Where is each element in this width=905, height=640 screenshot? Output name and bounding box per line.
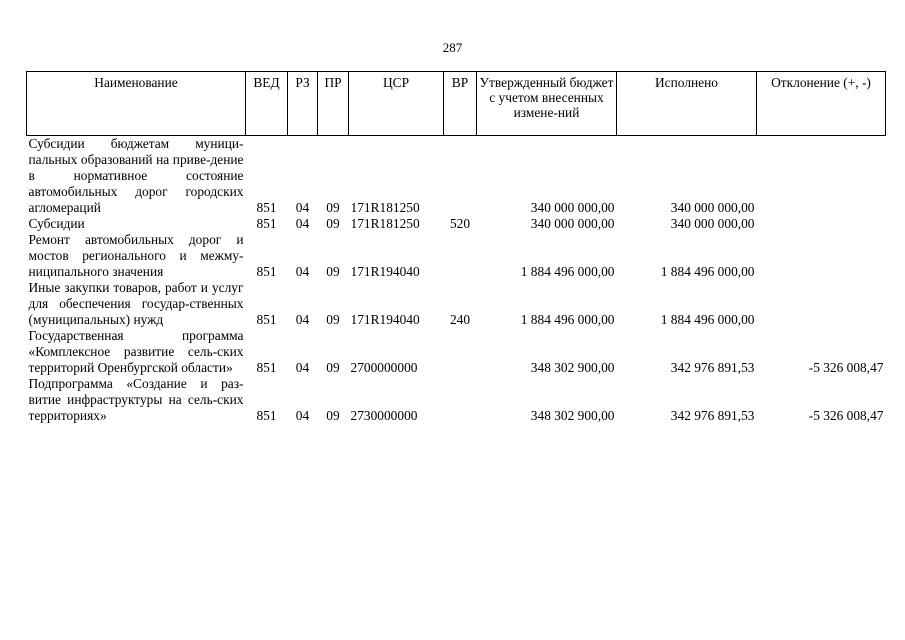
header-ved: ВЕД — [246, 72, 288, 136]
table-row — [27, 376, 886, 424]
row-pr: 09 — [326, 264, 340, 279]
row-vr — [444, 328, 477, 376]
header-csr: ЦСР — [349, 72, 444, 136]
row-ved: 851 — [256, 200, 277, 215]
row-rz: 04 — [295, 200, 310, 215]
row-approved: 1 884 496 000,00 — [520, 312, 615, 327]
row-rz: 04 — [295, 408, 310, 423]
budget-table — [26, 71, 886, 424]
table-row — [27, 328, 886, 376]
row-vr: 520 — [449, 216, 471, 231]
row-vr — [444, 136, 477, 217]
header-executed: Исполнено — [617, 72, 757, 136]
row-approved: 348 302 900,00 — [530, 360, 615, 375]
row-csr: 171R181250 — [350, 216, 420, 231]
row-approved: 1 884 496 000,00 — [520, 264, 615, 279]
row-vr: 240 — [449, 312, 471, 327]
row-name: Подпрограмма «Создание и раз-витие инфраструктуры на сель-ских территориях» — [28, 376, 244, 423]
page-number: 287 — [442, 40, 463, 55]
table-row — [27, 280, 886, 328]
header-name: Наименование — [27, 72, 246, 136]
table-body — [27, 136, 886, 425]
header-pr: ПР — [318, 72, 349, 136]
row-csr: 171R194040 — [350, 312, 420, 327]
header-deviation: Отклонение (+, -) — [757, 72, 886, 136]
row-pr: 09 — [326, 200, 340, 215]
row-ved: 851 — [256, 408, 277, 423]
row-rz: 04 — [295, 216, 310, 231]
row-ved: 851 — [256, 264, 277, 279]
row-csr: 171R181250 — [350, 200, 420, 215]
row-csr: 2700000000 — [350, 360, 418, 375]
row-executed: 1 884 496 000,00 — [660, 312, 755, 327]
row-rz: 04 — [295, 360, 310, 375]
row-executed: 340 000 000,00 — [670, 216, 755, 231]
header-approved: Утвержденный бюджет с учетом внесенных измене-ний — [477, 72, 617, 136]
row-csr: 2730000000 — [350, 408, 418, 423]
table-row — [27, 216, 886, 232]
row-deviation — [757, 216, 886, 232]
row-deviation — [757, 136, 886, 217]
row-vr — [444, 376, 477, 424]
row-deviation — [757, 232, 886, 280]
row-rz: 04 — [295, 312, 310, 327]
row-name: Иные закупки товаров, работ и услуг для обеспечения государ-ственных (муниципальных) нужд — [28, 280, 244, 327]
row-executed: 342 976 891,53 — [670, 408, 755, 423]
header-rz: РЗ — [288, 72, 318, 136]
row-ved: 851 — [256, 312, 277, 327]
row-deviation — [757, 280, 886, 328]
row-executed: 342 976 891,53 — [670, 360, 755, 375]
table-header — [27, 72, 886, 136]
row-name: Ремонт автомобильных дорог и мостов регионального и межму-ниципального значения — [28, 232, 244, 279]
row-deviation: -5 326 008,47 — [808, 360, 884, 375]
row-pr: 09 — [326, 408, 340, 423]
header-vr: ВР — [444, 72, 477, 136]
row-deviation: -5 326 008,47 — [808, 408, 884, 423]
row-vr — [444, 232, 477, 280]
row-approved: 348 302 900,00 — [530, 408, 615, 423]
row-pr: 09 — [326, 216, 340, 231]
row-executed: 340 000 000,00 — [670, 200, 755, 215]
row-pr: 09 — [326, 360, 340, 375]
table-row — [27, 232, 886, 280]
table-row — [27, 136, 886, 217]
row-csr: 171R194040 — [350, 264, 420, 279]
row-name: Субсидии бюджетам муници-пальных образований на приве-дение в нормативное состояние автомобильных дорог городских агломераций — [28, 136, 244, 215]
row-name: Государственная программа «Комплексное развитие сель-ских территорий Оренбургской области» — [28, 328, 244, 375]
row-ved: 851 — [256, 216, 277, 231]
row-pr: 09 — [326, 312, 340, 327]
row-rz: 04 — [295, 264, 310, 279]
row-ved: 851 — [256, 360, 277, 375]
row-approved: 340 000 000,00 — [530, 216, 615, 231]
row-executed: 1 884 496 000,00 — [660, 264, 755, 279]
row-approved: 340 000 000,00 — [530, 200, 615, 215]
row-name: Субсидии — [28, 216, 85, 231]
